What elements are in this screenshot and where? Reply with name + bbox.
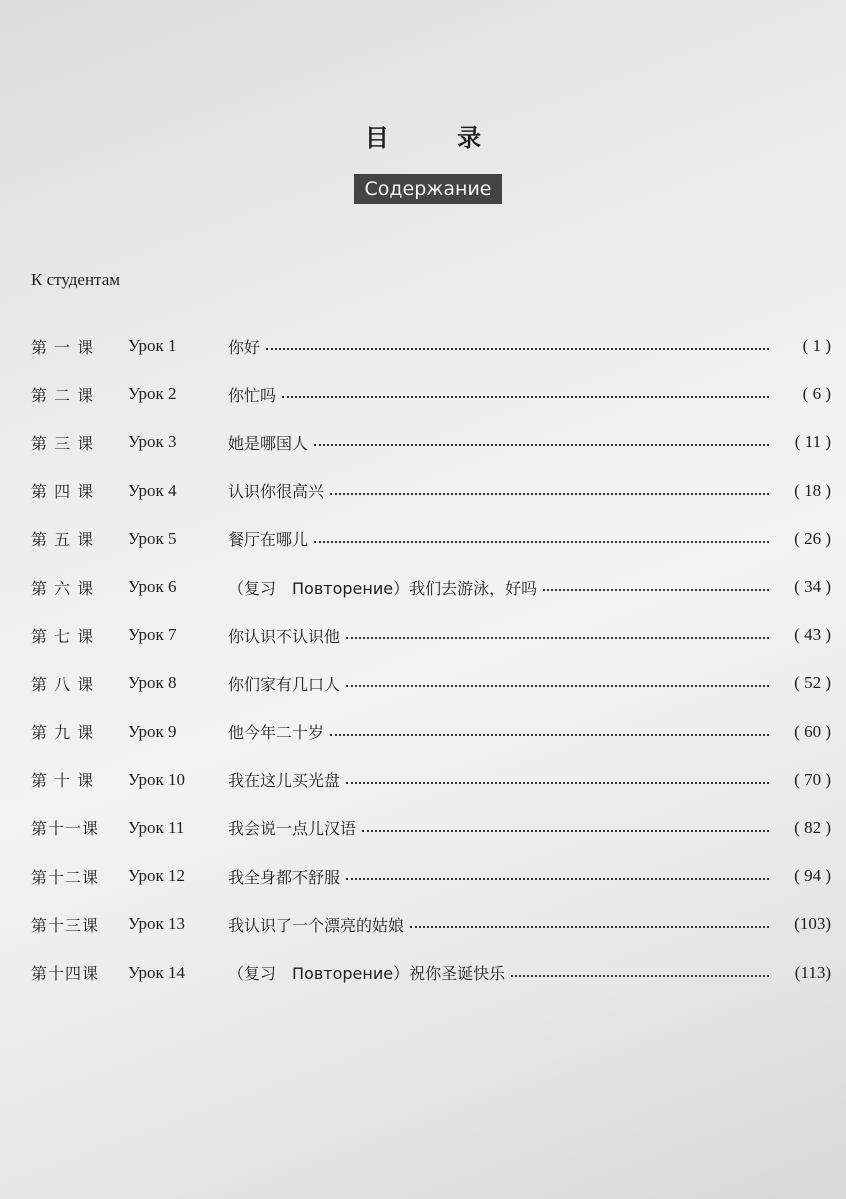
lesson-number: 第 四 课	[31, 482, 95, 502]
dot-leader	[511, 975, 769, 977]
lesson-number: 第十二课	[31, 867, 100, 887]
page-number: ( 11 )	[794, 432, 831, 452]
toc-row[interactable]	[31, 756, 831, 804]
lesson-number: 第 十 课	[31, 771, 95, 791]
lesson-russian-number: Урок 9	[128, 721, 177, 741]
lesson-russian-number: Урок 7	[128, 625, 177, 645]
lesson-number: 第 六 课	[31, 578, 95, 598]
lesson-number: 第 八 课	[31, 674, 95, 694]
dot-leader	[314, 541, 769, 543]
page-title: 目 录	[364, 124, 512, 152]
page-number: (113)	[794, 962, 831, 982]
page-number: ( 43 )	[794, 625, 831, 645]
page-number: ( 52 )	[794, 673, 831, 693]
lesson-title: 你忙吗	[228, 385, 277, 405]
toc-row[interactable]	[31, 852, 831, 900]
lesson-title: （复习 Повторение）祝你圣诞快乐	[228, 964, 506, 984]
lesson-title: 我全身都不舒服	[228, 867, 341, 887]
page-number: ( 26 )	[794, 528, 831, 548]
dot-leader	[346, 878, 769, 880]
lesson-title: 我会说一点儿汉语	[228, 819, 357, 839]
table-of-contents	[31, 322, 831, 997]
dot-leader	[330, 734, 769, 736]
lesson-title: 你认识不认识他	[228, 626, 341, 646]
lesson-russian-number: Урок 1	[128, 336, 177, 356]
lesson-russian-number: Урок 10	[128, 769, 186, 789]
lesson-title: 我认识了一个漂亮的姑娘	[228, 915, 405, 935]
lesson-number: 第 一 课	[31, 337, 95, 357]
dot-leader	[314, 444, 769, 446]
page-number: ( 34 )	[794, 577, 831, 597]
lesson-title: 他今年二十岁	[228, 723, 325, 743]
lesson-russian-number: Урок 12	[128, 866, 186, 886]
page-number: ( 60 )	[794, 721, 831, 741]
dot-leader	[330, 493, 769, 495]
page-number: ( 18 )	[794, 480, 831, 500]
lesson-title: （复习 Повторение）我们去游泳，好吗	[228, 578, 538, 598]
lesson-russian-number: Урок 11	[128, 817, 185, 837]
lesson-title: 认识你很高兴	[228, 482, 325, 502]
lesson-number: 第 七 课	[31, 626, 95, 646]
lesson-number: 第十四课	[31, 964, 100, 984]
toc-row[interactable]	[31, 418, 831, 466]
lesson-number: 第 九 课	[31, 723, 95, 743]
toc-row[interactable]	[31, 804, 831, 852]
lesson-title: 我在这儿买光盘	[228, 771, 341, 791]
toc-row[interactable]	[31, 948, 831, 996]
dot-leader	[282, 396, 769, 398]
page-number: ( 82 )	[794, 817, 831, 837]
toc-row[interactable]	[31, 563, 831, 611]
toc-row[interactable]	[31, 467, 831, 515]
lesson-number: 第十一课	[31, 819, 100, 839]
dot-leader	[362, 830, 769, 832]
page-number: ( 6 )	[802, 384, 831, 404]
lesson-russian-number: Урок 6	[128, 577, 177, 597]
dot-leader	[266, 348, 769, 350]
lesson-title: 你好	[228, 337, 261, 357]
lesson-russian-number: Урок 4	[128, 480, 177, 500]
toc-row[interactable]	[31, 659, 831, 707]
toc-row[interactable]	[31, 708, 831, 756]
lesson-russian-number: Урок 14	[128, 962, 186, 982]
lesson-russian-number: Урок 3	[128, 432, 177, 452]
toc-row[interactable]	[31, 370, 831, 418]
contents-subtitle: Содержание	[354, 174, 502, 204]
lesson-number: 第 二 课	[31, 385, 95, 405]
dot-leader	[346, 782, 769, 784]
lesson-title: 你们家有几口人	[228, 674, 341, 694]
toc-row[interactable]	[31, 515, 831, 563]
dot-leader	[410, 926, 769, 928]
lesson-number: 第 五 课	[31, 530, 95, 550]
lesson-title: 餐厅在哪儿	[228, 530, 309, 550]
page-number: (103)	[794, 914, 831, 934]
intro-to-students: К студентам	[31, 270, 121, 289]
dot-leader	[346, 637, 769, 639]
toc-row[interactable]	[31, 900, 831, 948]
toc-row[interactable]	[31, 611, 831, 659]
lesson-russian-number: Урок 13	[128, 914, 186, 934]
page-number: ( 94 )	[794, 866, 831, 886]
toc-row[interactable]	[31, 322, 831, 370]
lesson-number: 第 三 课	[31, 433, 95, 453]
lesson-russian-number: Урок 8	[128, 673, 177, 693]
lesson-number: 第十三课	[31, 915, 100, 935]
lesson-title: 她是哪国人	[228, 433, 309, 453]
dot-leader	[346, 685, 769, 687]
dot-leader	[543, 589, 769, 591]
page-number: ( 1 )	[802, 336, 831, 356]
lesson-russian-number: Урок 5	[128, 528, 177, 548]
lesson-russian-number: Урок 2	[128, 384, 177, 404]
page-number: ( 70 )	[794, 769, 831, 789]
